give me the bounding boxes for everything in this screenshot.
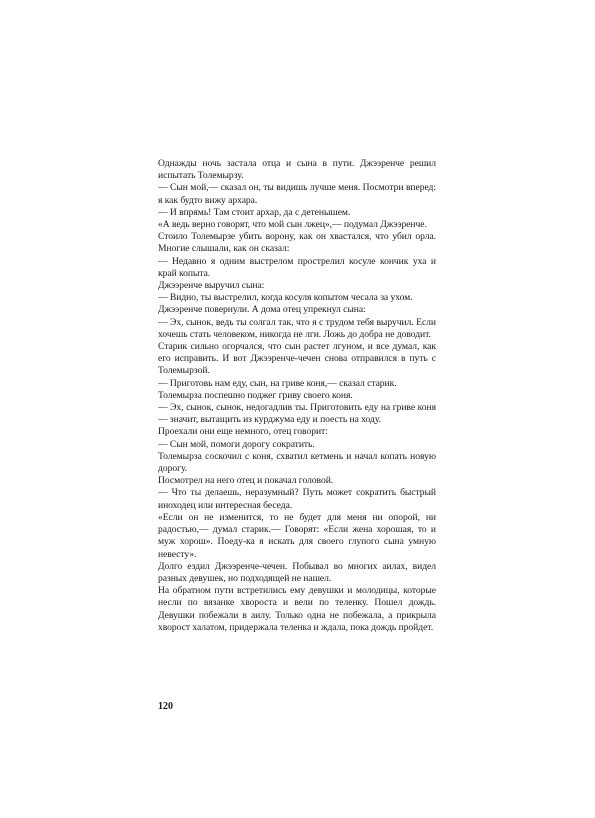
paragraph: Джээренче повернули. А дома отец упрекнул сына: xyxy=(158,304,366,316)
paragraph: Долго ездил Джээренче-чечен. Побывал во многих аилах, видел разных девушек, но подходящей не нашел. xyxy=(158,560,436,584)
paragraph: — Эх, сынок, ведь ты солгал так, что я с трудом тебя выручил. Если хочешь стать человеком, никогда не лги. Ложь до добра не доводит. xyxy=(158,316,436,340)
paragraph: Толемырза соскочил с коня, схватил кетмень и начал копать новую дорогу. xyxy=(158,450,436,475)
paragraph: — И впрямь! Там стоит архар, да с детенышем. xyxy=(158,206,351,218)
paragraph: Однажды ночь застала отца и сына в пути. Джээренче решил испытать Толемырзу. xyxy=(158,158,436,182)
paragraph: Толемырза поспешно поджег гриву своего коня. xyxy=(158,389,353,401)
paragraph: Старик сильно огорчался, что сын растет лгуном, и все думал, как его исправить. И вот Джээренче-чечен снова отправился в путь с Толемырзой. xyxy=(158,341,436,377)
paragraph: — Сын мой,— сказал он, ты видишь лучше меня. Посмотри вперед: я как будто вижу архара. xyxy=(158,182,436,206)
paragraph: Посмотрел на него отец и покачал головой. xyxy=(158,475,334,487)
body-text xyxy=(158,158,436,634)
paragraph: — Видно, ты выстрелил, когда косуля копытом чесала за ухом. xyxy=(158,292,413,304)
paragraph: Проехали они еще немного, отец говорит: xyxy=(158,426,328,438)
page-number: 120 xyxy=(158,701,173,712)
paragraph: — Эх, сынок, сынок, недогадлив ты. Приготовить еду на гриве коня — значит, вытащить из курджума еду и поесть на ходу. xyxy=(158,402,436,426)
paragraph: — Недавно я одним выстрелом прострелил косуле кончик уха и край копыта. xyxy=(158,255,436,279)
paragraph: — Что ты делаешь, неразумный? Путь может сократить быстрый иноходец или интересная беседа. xyxy=(158,487,436,511)
paragraph: — Приготовь нам еду, сын, на гриве коня,— сказал старик. xyxy=(158,377,397,389)
paragraph: «Если он не изменится, то не будет для меня ни опорой, ни радостью,— думал старик.— Говорят: «Если жена хорошая, то и муж хорош». Поеду-ка я искать для своего глупого сына умную невесту». xyxy=(158,511,436,560)
paragraph: На обратном пути встретились ему девушки и молодицы, которые несли по вязанке хвороста и вели по теленку. Пошел дождь. Девушки побежали в аилу. Только одна не побежала, а прикрыла хворост халатом, придержала теленка и ждала, пока дождь пройдет. xyxy=(158,585,436,633)
paragraph: «А ведь верно говорят, что мой сын лжец»,— подумал Джээренче. xyxy=(158,219,427,231)
paragraph: Джээренче выручил сына: xyxy=(158,280,265,292)
paragraph: — Сын мой, помоги дорогу сократить. xyxy=(158,438,315,450)
paragraph: Стоило Толемырзе убить ворону, как он хвастался, что убил орла. Многие слышали, как он сказал: xyxy=(158,231,436,255)
